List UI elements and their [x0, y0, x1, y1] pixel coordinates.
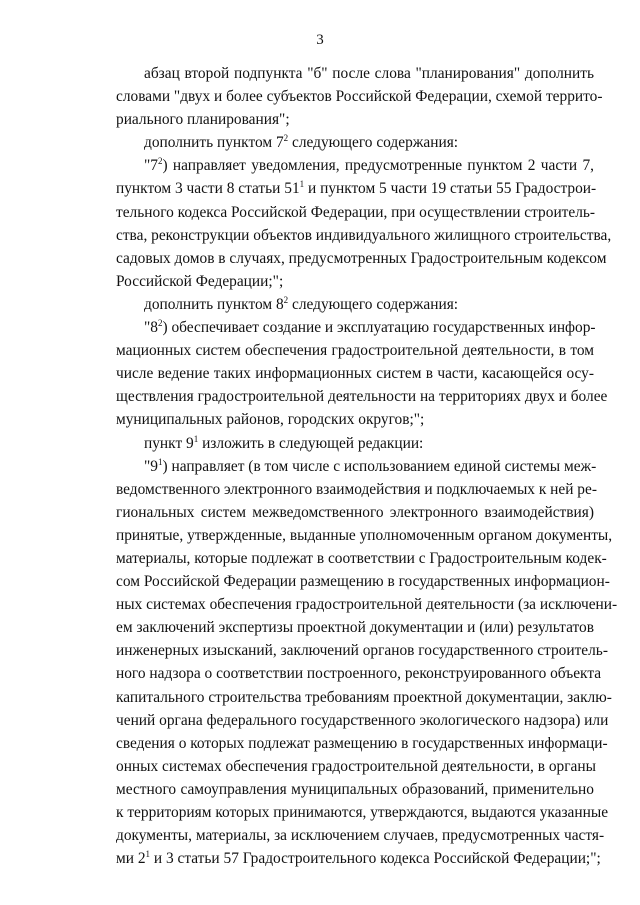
text-run: документы, материалы, за исключением случаев, предусмотренных частя-	[116, 827, 605, 845]
text-run: словами "двух и более субъектов Российской Федерации, схемой террито-	[116, 88, 603, 106]
text-run: Российской Федерации;";	[116, 272, 284, 290]
text-run: риального планирования";	[116, 111, 290, 129]
text-line	[116, 778, 594, 801]
text-line	[116, 755, 594, 778]
text-run: ществления градостроительной деятельности на территориях двух и более	[116, 388, 608, 406]
text-line	[116, 501, 594, 524]
text-run: ных системах обеспечения градостроительной деятельности (за исключени-	[116, 596, 618, 614]
text-line	[116, 201, 594, 224]
text-run: "9	[144, 457, 158, 475]
text-run: пунктом 3 части 8 статьи 51	[116, 180, 300, 198]
text-run: ства, реконструкции объектов индивидуального жилищного строительства,	[116, 226, 612, 244]
text-line	[116, 847, 601, 870]
text-run: дополнить пунктом 8	[144, 295, 284, 313]
superscript: 2	[157, 318, 163, 329]
text-run: дополнить пунктом 7	[144, 134, 284, 152]
text-run: мационных систем обеспечения градостроительной деятельности, в том	[116, 342, 594, 360]
text-run: капитального строительства требованиям проектной документации, заклю-	[116, 688, 612, 706]
superscript: 2	[283, 294, 289, 305]
text-run: и пунктом 5 части 19 статьи 55 Градострои-	[304, 180, 597, 198]
text-line	[116, 709, 609, 732]
text-line	[116, 547, 607, 570]
text-line	[116, 224, 612, 247]
text-line	[116, 316, 594, 339]
text-run: числе ведение таких информационных систем в части, касающейся осу-	[116, 365, 594, 383]
text-line	[116, 824, 605, 847]
text-run: ) обеспечивает создание и эксплуатацию государственных инфор-	[162, 319, 596, 337]
text-run: сведения о которых подлежат размещению в государственных информаци-	[116, 734, 608, 752]
superscript: 1	[299, 179, 305, 190]
text-run: ного надзора о соответствии построенного, реконструированного объекта	[116, 665, 602, 683]
text-run: ведомственного электронного взаимодействия и подключаемых к ней ре-	[116, 480, 597, 498]
text-line	[116, 616, 594, 639]
text-run: инженерных изысканий, заключений органов государственного строитель-	[116, 642, 608, 660]
text-run: следующего содержания:	[288, 134, 459, 152]
superscript: 1	[193, 433, 199, 444]
text-line	[116, 154, 594, 177]
text-run: муниципальных районов, городских округов;";	[116, 411, 425, 429]
text-run: ем заключений экспертизы проектной документации и (или) результатов	[116, 619, 594, 637]
text-run: местного самоуправления муниципальных образований, применительно	[116, 780, 594, 798]
text-line	[116, 131, 594, 154]
text-run: ) направляет уведомления, предусмотренные пунктом 2 части 7,	[162, 157, 594, 175]
text-run: "8	[144, 319, 158, 337]
text-run: абзац второй подпункта "б" после слова "планирования" дополнить	[144, 65, 594, 82]
text-line	[116, 801, 609, 824]
text-line	[116, 593, 618, 616]
text-line	[116, 570, 610, 593]
text-line	[116, 432, 594, 455]
text-run: пункт 9	[144, 434, 194, 452]
text-line	[116, 639, 608, 662]
text-line	[116, 686, 612, 709]
text-line	[116, 62, 594, 85]
text-line	[116, 270, 594, 293]
text-line	[116, 478, 597, 501]
text-line	[116, 732, 608, 755]
text-line	[116, 108, 594, 131]
text-run: садовых домов в случаях, предусмотренных Градостроительным кодексом	[116, 249, 607, 267]
text-run: онных системах обеспечения градостроительной деятельности, в органы	[116, 757, 596, 775]
superscript: 2	[157, 156, 163, 167]
text-run: изложить в следующей редакции:	[198, 434, 424, 452]
superscript: 1	[157, 456, 163, 467]
text-run: ми 2	[116, 850, 146, 868]
text-line	[116, 339, 594, 362]
text-run: и 3 статьи 57 Градостроительного кодекса Российской Федерации;";	[150, 850, 601, 868]
page-number: 3	[316, 32, 324, 48]
text-run: чений органа федерального государственного экологического надзора) или	[116, 711, 609, 729]
text-line	[116, 455, 597, 478]
text-run: материалы, которые подлежат в соответствии с Градостроительным кодек-	[116, 549, 607, 567]
text-line	[116, 662, 602, 685]
text-line	[116, 247, 607, 270]
text-line	[116, 177, 597, 200]
text-run: ) направляет (в том числе с использованием единой системы меж-	[162, 457, 597, 475]
text-run: к территориям которых принимаются, утверждаются, выдаются указанные	[116, 804, 609, 821]
text-run: "7	[144, 157, 158, 175]
superscript: 2	[283, 133, 289, 144]
document-body	[116, 62, 618, 870]
text-run: тельного кодекса Российской Федерации, при осуществлении строитель-	[116, 203, 596, 221]
text-run: сом Российской Федерации размещению в государственных информацион-	[116, 573, 610, 591]
text-line	[116, 385, 608, 408]
text-line	[116, 408, 594, 431]
text-run: гиональных систем межведомственного электронного взаимодействия)	[116, 503, 594, 521]
text-run: следующего содержания:	[288, 295, 459, 313]
text-line	[116, 85, 603, 108]
text-run: принятые, утвержденные, выданные уполномоченным органом документы,	[116, 526, 613, 544]
text-line	[116, 293, 594, 316]
text-line	[116, 524, 613, 547]
text-line	[116, 362, 594, 385]
superscript: 1	[145, 849, 151, 860]
